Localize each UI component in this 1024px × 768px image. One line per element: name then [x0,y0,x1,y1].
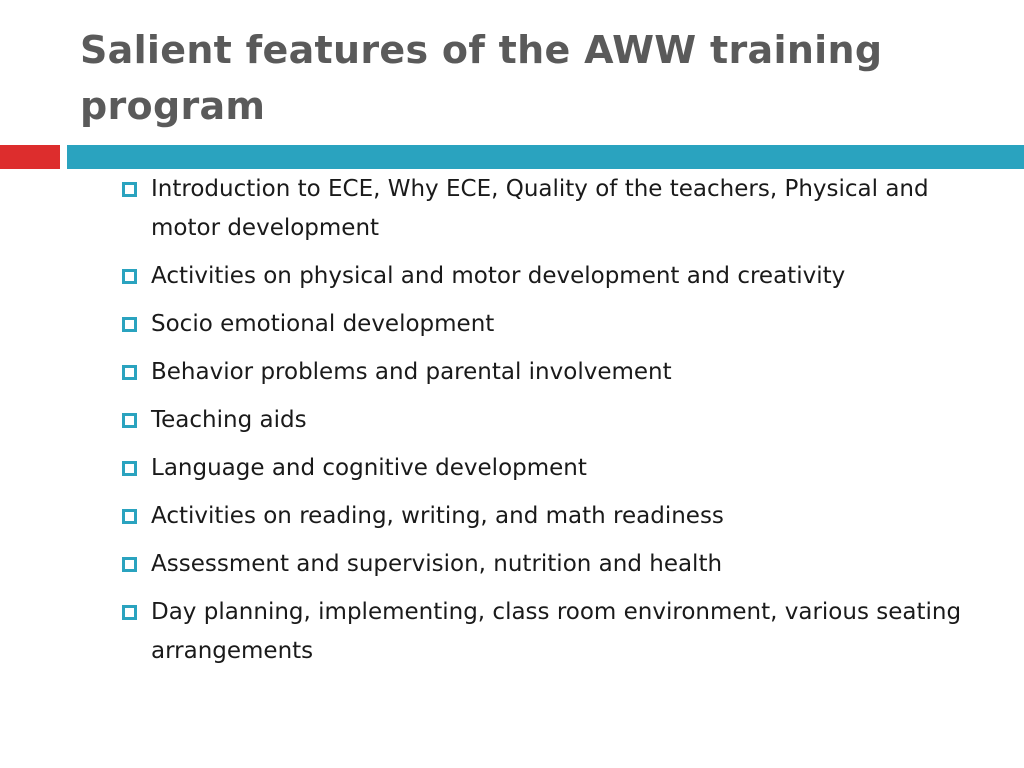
bullet-item [122,545,982,584]
bullet-text: Socio emotional development [151,311,495,337]
bullet-text: Introduction to ECE, Why ECE, Quality of the teachers, Physical and motor development [151,176,929,241]
square-bullet-icon [122,509,137,524]
square-bullet-icon [122,182,137,197]
bullet-text: Activities on reading, writing, and math readiness [151,503,724,529]
bullet-text: Behavior problems and parental involvement [151,359,672,385]
bullet-item [122,170,982,248]
bullet-item [122,305,982,344]
square-bullet-icon [122,365,137,380]
bullet-item [122,497,982,536]
bullet-text: Assessment and supervision, nutrition and health [151,551,723,577]
bullet-item [122,353,982,392]
bullet-item [122,593,982,671]
square-bullet-icon [122,605,137,620]
bullet-item [122,257,982,296]
bullet-item [122,401,982,440]
square-bullet-icon [122,269,137,284]
square-bullet-icon [122,557,137,572]
bullet-list [122,170,982,680]
slide-title: Salient features of the AWW training program [80,28,883,128]
bullet-text: Teaching aids [151,407,307,433]
square-bullet-icon [122,413,137,428]
square-bullet-icon [122,461,137,476]
bullet-text: Activities on physical and motor development and creativity [151,263,846,289]
title-divider-teal-band [67,145,1024,169]
bullet-text: Language and cognitive development [151,455,587,481]
bullet-text: Day planning, implementing, class room environment, various seating arrangements [151,599,962,664]
title-divider-red-band [0,145,60,169]
square-bullet-icon [122,317,137,332]
bullet-item [122,449,982,488]
